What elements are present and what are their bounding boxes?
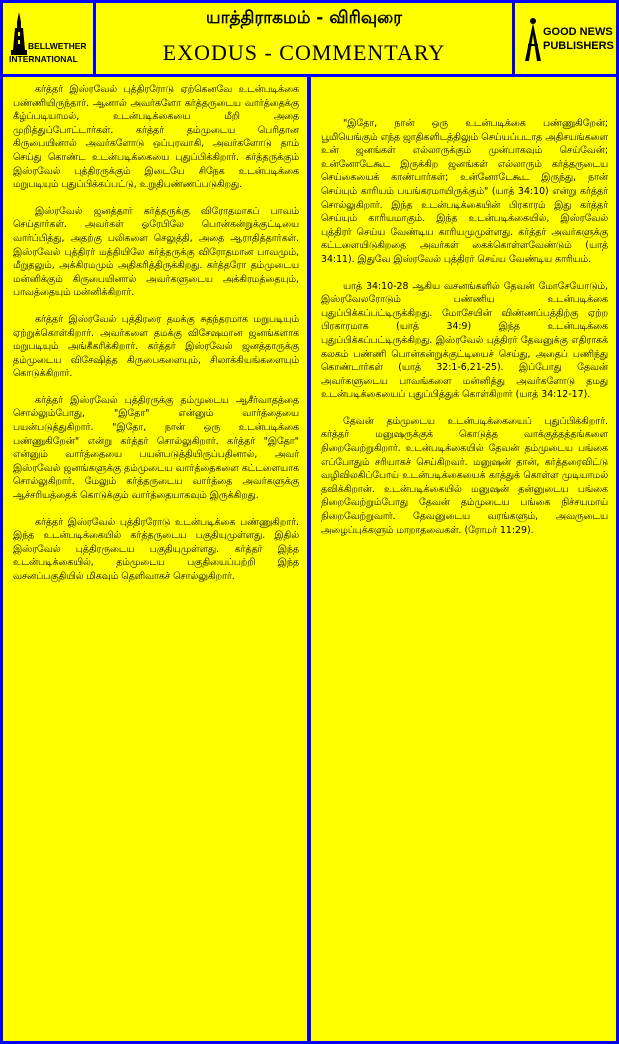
paragraph: கர்த்தர் இஸ்ரவேல் புத்திரரோடு உடன்படிக்கை பண்ணுகிறார். இந்த உடன்படிக்கையில் கர்த்தருடைய பகுதியுமுள்ளது. இதில் இஸ்ரவேல் புத்திரருடைய பகுதியுமுள்ளது. கர்த்தர் இந்த உடன்படிக்கையில், தம்முடைய பகுதியைப்பற்றி இந்த வசனப்பகுதியில் மிகவும் தெளிவாகச் சொல்லுகிறார். <box>13 516 299 582</box>
right-logo-line1: GOOD NEWS <box>543 26 613 38</box>
left-logo-line2: INTERNATIONAL <box>9 54 78 64</box>
paragraph: தேவன் தம்முடைய உடன்படிக்கையைப் புதுப்பிக்கிறார். கர்த்தர் மனுஷருக்குக் கொடுத்த வாக்குத்தத்தங்களை நிறைவேற்றுகிறார். உடன்படிக்கையில் தேவன் தம்முடைய பங்கை எப்போதும் சரியாகச் செய்கிறவர். மனுஷன் தான், கர்த்தரைவிட்டு வழிவிலகிப்போய் உடன்படிக்கையைக் காத்துக் கொள்ள முடியாமல் தவிக்கிறான். உடன்படிக்கையில் மனுஷன் தன்னுடைய பங்கை நிறைவேற்றும்போது தேவன் தம்முடைய பங்கை நிச்சயமாய் நிறைவேற்றுவார். தேவனுடைய வரங்களும், அவருடைய அழைப்புக்களும் மாறாதவைகள். (ரோமர் 11:29). <box>321 415 608 536</box>
title-english: EXODUS - COMMENTARY <box>162 40 446 65</box>
right-logo-line2: PUBLISHERS <box>543 40 614 52</box>
paragraph: கர்த்தர் இஸ்ரவேல் புத்திரருக்கு தம்முடைய ஆசீர்வாதத்தை சொல்லும்போது, "இதோ" என்னும் வார்த்தையை பயன்படுத்துகிறார். "இதோ, நான் ஒரு உடன்படிக்கை பண்ணுகிறேன்" என்று கர்த்தர் சொல்லுகிறார். கர்த்தர் "இதோ" என்னும் வார்த்தையை பயன்படுத்தியிருப்பதினால், அவர் இஸ்ரவேல் ஜனங்களுக்கு தம்முடைய வார்த்தைகளை கட்டளையாக சொல்லுகிறார். மேலும் கர்த்தருடைய வார்த்தை அவர்களுக்கு ஆச்சரியத்தைக் கொடுக்கும் வார்த்தையாகவும் இருக்கிறது. <box>13 394 299 502</box>
paragraph: யாத் 34:10-28 ஆகிய வசனங்களில் தேவன் மோசேயோடும், இஸ்ரவேலரோடும் பண்ணிய உடன்படிக்கை புதுப்பிக்கப்பட்டிருக்கிறது. மோசேயின் விண்ணப்பத்திற்கு ஏற்ற பிரகாரமாக (யாத் 34:9) இந்த உடன்படிக்கை புதுப்பிக்கப்பட்டிருக்கிறது. இஸ்ரவேல் புத்திரர் தேவனுக்கு எதிராகக் கலகம் பண்ணி பொன்கன்றுக்குட்டியைச் செய்து, அதைப் பணிந்து கொண்டார்கள் (யாத் 32:1-6,21-25). இப்போது தேவன் அவர்களுடைய பாவங்களை மன்னித்து அவர்களோடு தமது உடன்படிக்கையைப் புதுப்பித்துக் கொள்கிறார் (யாத் 34:12-17). <box>321 280 608 401</box>
broadcast-tower-icon <box>523 17 543 61</box>
good-news-publishers-logo <box>512 3 616 74</box>
left-logo-line1: BELLWETHER <box>28 41 87 51</box>
paragraph: "இதோ, நான் ஒரு உடன்படிக்கை பண்ணுகிறேன்; பூமியெங்கும் எந்த ஜாதிகளிடத்திலும் செய்யப்படாத அதிசயங்களை உன் ஜனங்கள் எல்லாருக்கும் முன்பாகவும் செய்வேன்; உன்னோடேகூட இருக்கிற ஜனங்கள் எல்லாரும் கர்த்தருடைய செய்கையைக் காண்பார்கள்; உன்னோடேகூட இருந்து, நான் செய்யும் காரியம் பயங்கரமாயிருக்கும்" (யாத் 34:10) என்று கர்த்தர் சொல்லுகிறார். இந்த உடன்படிக்கையின் பிரகாரம் இது கர்த்தர் செய்யும் காரியமாகும். இந்த உடன்படிக்கையில், இஸ்ரவேல் புத்திரர் செய்ய வேண்டிய காரியமுமுள்ளது. கர்த்தர் அவர்களுக்கு கட்டளையிடுகிறதை அவர்கள் கைக்கொள்ளவேண்டும் (யாத் 34:11). இதுவே இஸ்ரவேல் புத்திரர் செய்ய வேண்டிய காரியம். <box>321 118 608 265</box>
tower-icon <box>9 12 29 58</box>
title-tamil: யாத்திராகமம் - விரிவுரை <box>206 8 402 28</box>
left-column <box>3 77 307 1041</box>
bellwether-logo <box>3 3 96 74</box>
paragraph: கர்த்தர் இஸ்ரவேல் புத்திரரை தமக்கு சுதந்தரமாக மறுபடியும் ஏற்றுக்கொள்கிறார். அவர்களை தமக்கு விசேஷமான ஜனங்களாக மறுபடியும் அங்கீகரிக்கிறார். கர்த்தர் இஸ்ரவேல் ஜனத்தாருக்கு தம்முடைய விசேஷித்த கிருபைகளையும், சிலாக்கியங்களையும் கொடுக்கிறார். <box>13 313 299 380</box>
paragraph: இஸ்ரவேல் ஜனத்தார் கர்த்தருக்கு விரோதமாகப் பாவம் செய்தார்கள். அவர்கள் ஓரேபிலே பொன்கன்றுக்குட்டியை வார்ப்பித்து, அதற்கு பலிகளை செலுத்தி, அதை ஆராதித்தார்கள். இஸ்ரவேல் புத்திரர் மத்தியிலே கர்த்தருக்கு விரோதமான பாவமும், மீறுதலும், அக்கிரமமும் அதிகரித்திருக்கிறது. கர்த்தரோ தம்முடைய மன்னிக்கும் கிருபையினால் அவர்களுடைய அக்கிரமத்தையும், பாவத்தையும் மன்னிக்கிறார். <box>13 205 299 299</box>
right-column <box>311 77 616 1041</box>
paragraph: கர்த்தர் இஸ்ரவேல் புத்திரரோடு ஏற்கெனவே உடன்படிக்கை பண்ணியிருந்தார். ஆனால் அவர்களோ கர்த்தருடைய வார்த்தைக்கு கீழ்ப்படியாமல், உடன்படிக்கையை மீறி அதை முறித்துப்போட்டார்கள். கர்த்தர் தம்முடைய பெரிதான கிருபையினால் அவர்களோடு ஒப்புரவாகி, அவர்களோடு தாம் செய்து கொண்ட உடன்படிக்கையை புதுப்பிக்கிறார். கர்த்தருக்கும் இஸ்ரவேல் புத்திரருக்கும் இடையே சிநேக உடன்படிக்கை மறுபடியும் புதுப்பிக்கப்பட்டு, உறுதிபண்ணப்படுகிறது. <box>13 84 299 191</box>
